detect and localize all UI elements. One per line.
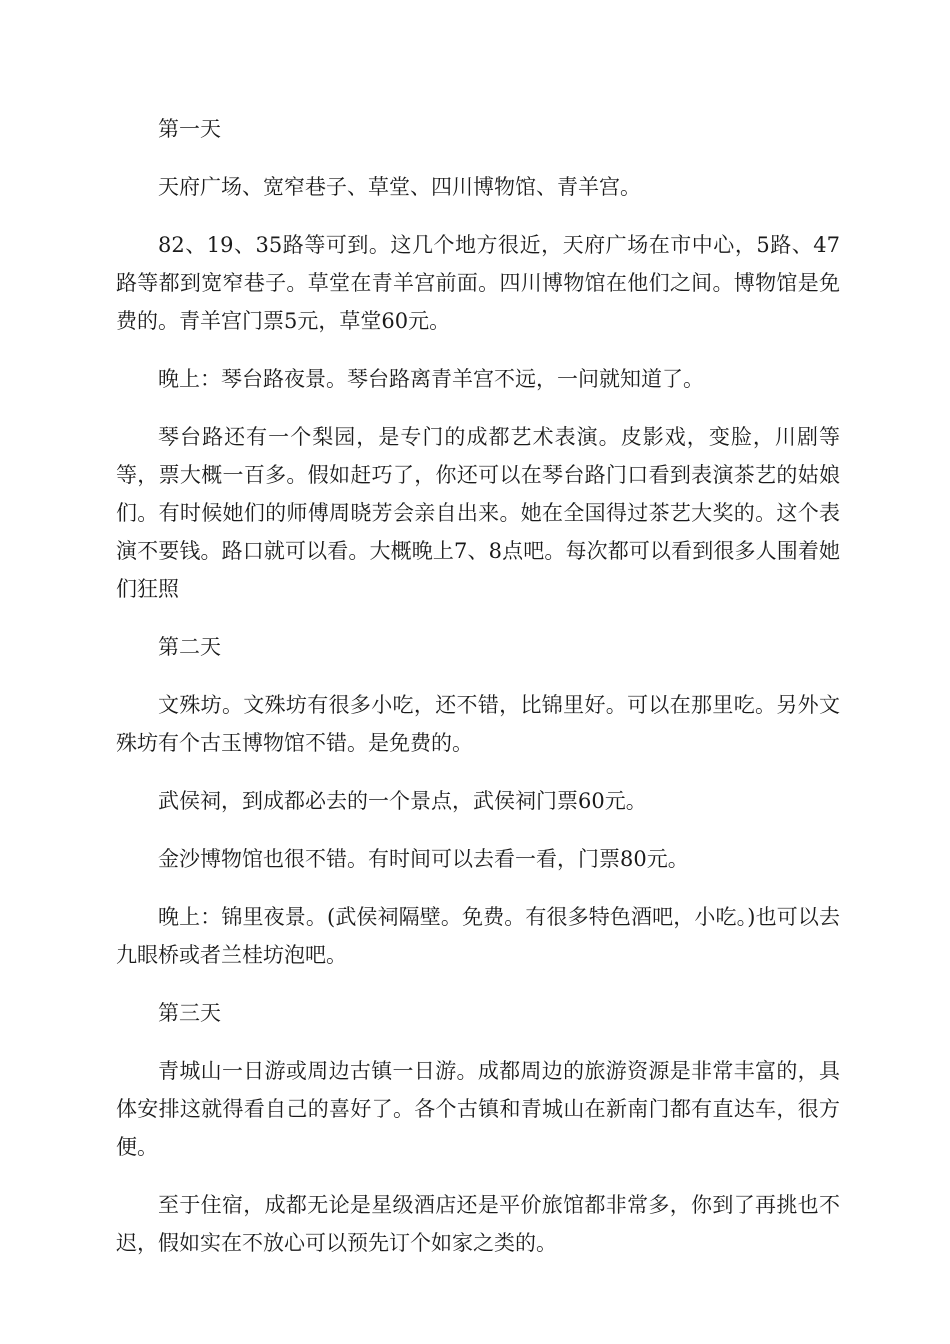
document-page (116, 110, 840, 1282)
day-two-wuhouci: 武侯祠，到成都必去的一个景点，武侯祠门票60元。 (158, 789, 647, 813)
day-three-heading: 第三天 (158, 1001, 221, 1025)
day-one-route: 天府广场、宽窄巷子、草堂、四川博物馆、青羊宫。 (158, 175, 641, 199)
day-two-wenshufang: 文殊坊。文殊坊有很多小吃，还不错，比锦里好。可以在那里吃。另外文殊坊有个古玉博物馆不错。是免费的。 (116, 693, 840, 755)
day-one-evening: 晚上：琴台路夜景。琴台路离青羊宫不远，一问就知道了。 (158, 367, 704, 391)
day-two-evening: 晚上：锦里夜景。(武侯祠隔壁。免费。有很多特色酒吧，小吃。)也可以去九眼桥或者兰桂坊泡吧。 (116, 905, 840, 967)
day-three-trip: 青城山一日游或周边古镇一日游。成都周边的旅游资源是非常丰富的，具体安排这就得看自己的喜好了。各个古镇和青城山在新南门都有直达车，很方便。 (116, 1059, 840, 1159)
day-two-jinsha: 金沙博物馆也很不错。有时间可以去看一看，门票80元。 (158, 847, 689, 871)
accommodation-note: 至于住宿，成都无论是星级酒店还是平价旅馆都非常多，你到了再挑也不迟，假如实在不放心可以预先订个如家之类的。 (116, 1193, 840, 1255)
day-one-heading: 第一天 (158, 117, 221, 141)
day-one-performance: 琴台路还有一个梨园，是专门的成都艺术表演。皮影戏，变脸，川剧等等，票大概一百多。假如赶巧了，你还可以在琴台路门口看到表演茶艺的姑娘们。有时候她们的师傅周晓芳会亲自出来。她在全国得过茶艺大奖的。这个表演不要钱。路口就可以看。大概晚上7、8点吧。每次都可以看到很多人围着她们狂照 (116, 425, 840, 601)
day-two-heading: 第二天 (158, 635, 221, 659)
day-one-transport: 82、19、35路等可到。这几个地方很近，天府广场在市中心，5路、47路等都到宽窄巷子。草堂在青羊宫前面。四川博物馆在他们之间。博物馆是免费的。青羊宫门票5元，草堂60元。 (116, 233, 840, 333)
